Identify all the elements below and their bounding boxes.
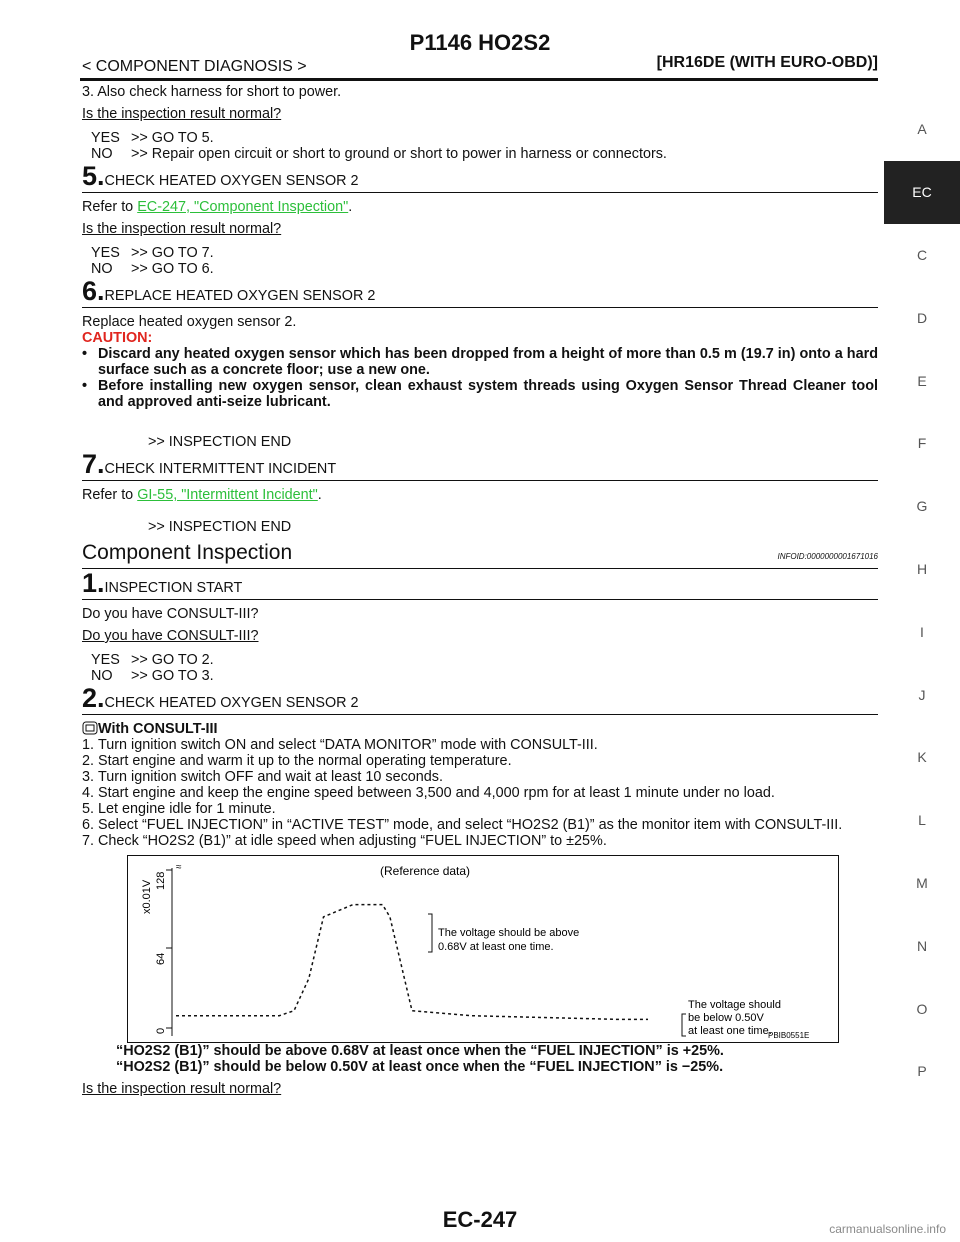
index-tab-l[interactable]: L — [918, 812, 926, 829]
annotation-above-line1: The voltage should be above — [438, 927, 580, 939]
index-tab-e[interactable]: E — [917, 372, 927, 389]
axis-break-mark: ≈ — [176, 862, 182, 873]
engine-label: [HR16DE (WITH EURO-OBD)] — [656, 54, 878, 71]
index-tab-h[interactable]: H — [916, 560, 928, 577]
y-tick-label: 64 — [155, 952, 167, 965]
annotation-above-line2: 0.68V at least one time. — [438, 941, 554, 953]
index-tab-a[interactable]: A — [917, 121, 927, 138]
replace-text: Replace heated oxygen sensor 2. — [82, 314, 297, 330]
result-criteria-2: “HO2S2 (B1)” should be below 0.50V at least once when the “FUEL INJECTION” is −25%. — [116, 1059, 724, 1075]
no-row: NO >> GO TO 6. — [91, 261, 214, 277]
yes-row: YES >> GO TO 2. — [91, 652, 214, 668]
no-row: NO >> Repair open circuit or short to ground or short to power in harness or connectors. — [91, 146, 667, 162]
index-tab-n[interactable]: N — [916, 937, 928, 954]
list-item: 1. Turn ignition switch ON and select “DATA MONITOR” mode with CONSULT-III. — [82, 737, 598, 753]
yes-row: YES >> GO TO 5. — [91, 130, 214, 146]
page-title: P1146 HO2S2 — [409, 30, 551, 55]
series-line — [176, 905, 648, 1020]
header-rule — [80, 78, 878, 81]
index-tab-o[interactable]: O — [916, 1000, 928, 1017]
index-tab-i[interactable]: I — [920, 623, 924, 640]
list-item: 6. Select “FUEL INJECTION” in “ACTIVE TEST” mode, and select “HO2S2 (B1)” as the monitor item with CONSULT-III. — [82, 817, 843, 833]
index-tab-f[interactable]: F — [917, 435, 927, 452]
annotation-bracket — [682, 1014, 686, 1036]
refer-text: Refer to GI-55, "Intermittent Incident". — [82, 487, 322, 503]
list-item: 7. Check “HO2S2 (B1)” at idle speed when adjusting “FUEL INJECTION” to ±25%. — [82, 833, 607, 849]
inspection-end: >> INSPECTION END — [148, 519, 292, 535]
y-axis-label: x0.01V — [141, 879, 153, 914]
caution-bullet: • Before installing new oxygen sensor, clean exhaust system threads using Oxygen Sensor Thread Cleaner tool and approved anti-seize lubricant. — [82, 378, 878, 410]
caution-bullet: • Discard any heated oxygen sensor which has been dropped from a height of more than 0.5 m (19.7 in) onto a hard surface such as a concrete floor; use a new one. — [82, 346, 878, 378]
list-item: 4. Start engine and keep the engine speed between 3,500 and 4,000 rpm for at least 1 minute under no load. — [82, 785, 775, 801]
index-tab-g[interactable]: G — [916, 498, 928, 515]
step-7-heading: 7.CHECK INTERMITTENT INCIDENT — [82, 456, 878, 481]
section-index — [884, 98, 960, 1103]
inspection-end: >> INSPECTION END — [148, 434, 292, 450]
result-question: Is the inspection result normal? — [82, 106, 282, 122]
chart-title: (Reference data) — [380, 864, 471, 878]
page-number: EC-247 — [442, 1207, 518, 1232]
step-5-heading: 5.CHECK HEATED OXYGEN SENSOR 2 — [82, 168, 878, 193]
step-6-heading: 6.REPLACE HEATED OXYGEN SENSOR 2 — [82, 283, 878, 308]
annotation-below-line1: The voltage should — [688, 999, 781, 1011]
intermittent-incident-link[interactable]: GI-55, "Intermittent Incident" — [137, 487, 318, 503]
consult-icon — [82, 721, 98, 735]
component-inspection-heading: Component Inspection INFOID:0000000001671016 — [82, 545, 878, 569]
annotation-below-line3: at least one time. — [688, 1025, 772, 1037]
refer-text: Refer to EC-247, "Component Inspection". — [82, 199, 353, 215]
list-item: 3. Turn ignition switch OFF and wait at least 10 seconds. — [82, 769, 444, 785]
figure-id: PBIB0551E — [768, 1031, 810, 1040]
list-item: 2. Start engine and warm it up to the normal operating temperature. — [82, 753, 512, 769]
annotation-bracket — [428, 914, 432, 952]
reference-chart-svg — [128, 856, 838, 1042]
index-tab-p[interactable]: P — [917, 1063, 927, 1080]
y-tick-label: 0 — [155, 1027, 167, 1034]
reference-chart — [127, 855, 839, 1043]
with-consult-label: With CONSULT-III — [82, 721, 878, 737]
index-tab-ec[interactable]: EC — [884, 161, 960, 224]
main-content — [82, 84, 878, 1097]
no-row: NO >> GO TO 3. — [91, 668, 214, 684]
component-inspection-link[interactable]: EC-247, "Component Inspection" — [137, 199, 349, 215]
index-tab-j[interactable]: J — [918, 686, 926, 703]
list-item: 5. Let engine idle for 1 minute. — [82, 801, 276, 817]
result-criteria-1: “HO2S2 (B1)” should be above 0.68V at least once when the “FUEL INJECTION” is +25%. — [116, 1043, 724, 1059]
consult-question-text: Do you have CONSULT-III? — [82, 606, 259, 622]
yes-row: YES >> GO TO 7. — [91, 245, 214, 261]
breadcrumb: < COMPONENT DIAGNOSIS > — [82, 58, 307, 75]
result-question: Is the inspection result normal? — [82, 1081, 282, 1097]
index-tab-c[interactable]: C — [916, 246, 928, 263]
y-tick-label: 128 — [155, 871, 167, 890]
annotation-below-line2: be below 0.50V — [688, 1012, 764, 1024]
index-tab-d[interactable]: D — [916, 309, 928, 326]
index-tab-m[interactable]: M — [916, 874, 928, 891]
info-id: INFOID:0000000001671016 — [777, 552, 878, 561]
result-question: Do you have CONSULT-III? — [82, 628, 259, 644]
cstep-2-heading: 2.CHECK HEATED OXYGEN SENSOR 2 — [82, 690, 878, 715]
cstep-1-heading: 1.INSPECTION START — [82, 575, 878, 600]
index-tab-k[interactable]: K — [917, 749, 927, 766]
watermark: carmanualsonline.info — [829, 1222, 946, 1236]
step-item-3: 3. Also check harness for short to power. — [82, 84, 342, 100]
result-question: Is the inspection result normal? — [82, 221, 282, 237]
caution-label: CAUTION: — [82, 330, 153, 346]
